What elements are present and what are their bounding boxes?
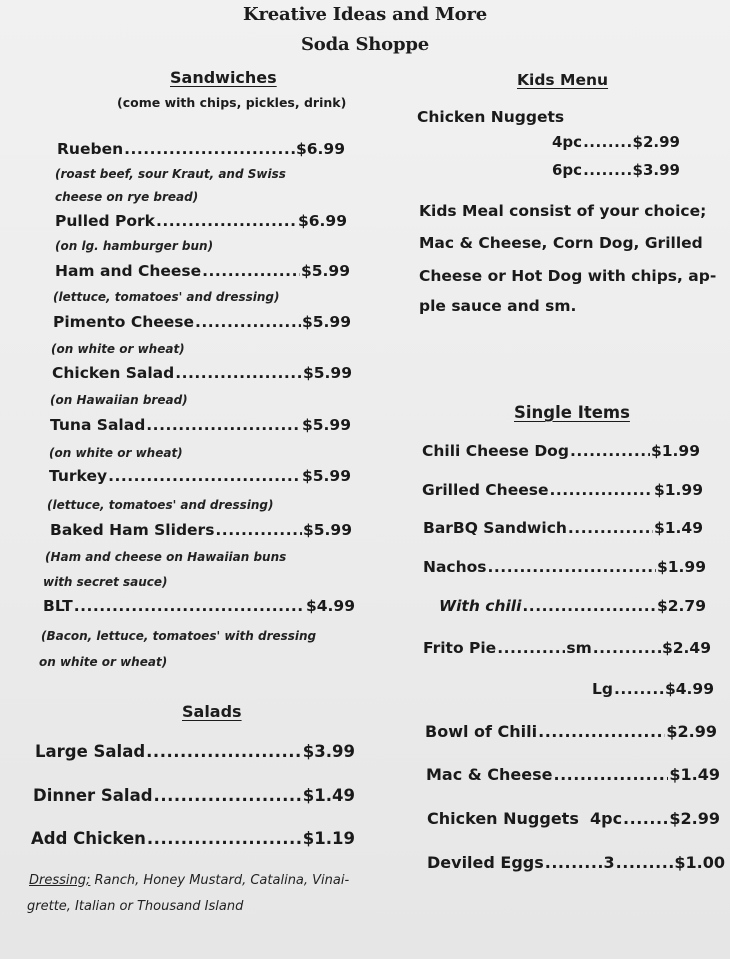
item-name: Ham and Cheese bbox=[55, 262, 202, 280]
leader-dots bbox=[570, 442, 650, 460]
leader-dots bbox=[124, 140, 295, 158]
item-name: Grilled Cheese bbox=[422, 481, 549, 499]
item-price: $1.49 bbox=[653, 519, 703, 537]
item-name: Large Salad bbox=[35, 742, 146, 761]
item-description: (lettuce, tomatoes' and dressing) bbox=[47, 498, 274, 512]
item-name: Baked Ham Sliders bbox=[50, 521, 215, 539]
leader-dots bbox=[614, 680, 664, 698]
dressing-list: Ranch, Honey Mustard, Catalina, Vinai- bbox=[90, 873, 350, 888]
business-name: Kreative Ideas and More bbox=[243, 4, 487, 25]
leader-dots bbox=[147, 829, 302, 848]
item-description: (on Hawaiian bread) bbox=[50, 393, 188, 407]
option-price: $2.99 bbox=[632, 133, 680, 151]
item-price: $1.19 bbox=[302, 829, 355, 848]
item-description: (on white or wheat) bbox=[51, 342, 185, 356]
item-name: Turkey bbox=[49, 467, 108, 485]
menu-item-large-salad bbox=[35, 742, 355, 761]
menu-item-rueben bbox=[57, 140, 345, 158]
menu-item-chicken-salad bbox=[52, 364, 352, 382]
item-description: (Ham and cheese on Hawaiian buns bbox=[45, 550, 287, 564]
item-name: Frito Pie bbox=[423, 639, 497, 657]
menu-item-baked-ham-sliders bbox=[50, 521, 352, 539]
item-name: Pimento Cheese bbox=[53, 313, 194, 331]
leader-dots bbox=[538, 722, 665, 741]
menu-item-ham-and-cheese bbox=[55, 262, 350, 280]
menu-item-blt bbox=[43, 597, 355, 615]
item-description: with secret sauce) bbox=[43, 575, 168, 589]
sandwiches-heading: Sandwiches bbox=[170, 68, 277, 87]
leader-dots bbox=[175, 364, 302, 382]
item-name: Chicken Nuggets 4pc bbox=[427, 809, 623, 828]
kids-meal-text: ple sauce and sm. bbox=[419, 297, 577, 315]
item-price: $6.99 bbox=[295, 140, 345, 158]
option-name: 6pc bbox=[552, 161, 583, 179]
item-name: Dinner Salad bbox=[33, 786, 153, 805]
item-name: Add Chicken bbox=[31, 829, 146, 848]
kids-meal-text: Cheese or Hot Dog with chips, ap- bbox=[419, 267, 717, 285]
item-price: $6.99 bbox=[297, 212, 347, 230]
leader-dots bbox=[568, 519, 653, 537]
item-description: (on lg. hamburger bun) bbox=[55, 239, 214, 253]
item-price: $5.99 bbox=[300, 262, 350, 280]
item-price: $2.99 bbox=[669, 809, 720, 828]
single-items-heading: Single Items bbox=[514, 403, 630, 422]
menu-item-pulled-pork bbox=[55, 212, 347, 230]
menu-item-tuna-salad bbox=[50, 416, 351, 434]
leader-dots bbox=[497, 639, 565, 657]
leader-dots bbox=[154, 786, 302, 805]
item-size: sm bbox=[566, 639, 592, 657]
leader-dots bbox=[215, 521, 302, 539]
menu-item-bowl-of-chili bbox=[425, 722, 717, 741]
leader-dots bbox=[549, 481, 652, 499]
menu-item-grilled-cheese bbox=[422, 481, 703, 499]
leader-dots bbox=[202, 262, 300, 280]
item-description: (on white or wheat) bbox=[49, 446, 183, 460]
item-quantity: 3 bbox=[603, 853, 615, 872]
item-description: cheese on rye bread) bbox=[55, 190, 199, 204]
menu-item-mac-and-cheese bbox=[426, 765, 720, 784]
option-name: 4pc bbox=[552, 133, 583, 151]
leader-dots bbox=[554, 765, 669, 784]
salads-heading: Salads bbox=[182, 702, 242, 721]
leader-dots bbox=[616, 853, 674, 872]
item-name: BLT bbox=[43, 597, 73, 615]
item-name: Deviled Eggs bbox=[427, 853, 544, 872]
item-price: $5.99 bbox=[301, 467, 351, 485]
item-price: $5.99 bbox=[301, 313, 351, 331]
item-name: Rueben bbox=[57, 140, 124, 158]
menu-item-pimento-cheese bbox=[53, 313, 351, 331]
menu-item-nachos-with-chili bbox=[439, 597, 706, 615]
item-name: Bowl of Chili bbox=[425, 722, 538, 741]
menu-item-frito-pie bbox=[423, 639, 711, 657]
item-price: $3.99 bbox=[302, 742, 355, 761]
leader-dots bbox=[195, 313, 301, 331]
menu-item-turkey bbox=[49, 467, 351, 485]
menu-item-barbq-sandwich bbox=[423, 519, 703, 537]
kids-menu-heading: Kids Menu bbox=[517, 71, 609, 89]
item-description: (lettuce, tomatoes' and dressing) bbox=[53, 290, 280, 304]
item-name: BarBQ Sandwich bbox=[423, 519, 567, 537]
item-name: Chicken Salad bbox=[52, 364, 175, 382]
kids-meal-text: Kids Meal consist of your choice; bbox=[419, 202, 707, 220]
item-name: With chili bbox=[439, 597, 522, 615]
menu-item-add-chicken bbox=[31, 829, 355, 848]
item-name: Lg bbox=[592, 680, 613, 698]
item-price: $1.49 bbox=[669, 765, 720, 784]
item-price: $1.99 bbox=[650, 442, 700, 460]
item-name: Pulled Pork bbox=[55, 212, 155, 230]
dressing-options bbox=[29, 873, 349, 888]
item-name: Chili Cheese Dog bbox=[422, 442, 569, 460]
item-price: $2.99 bbox=[666, 722, 717, 741]
leader-dots bbox=[156, 212, 297, 230]
item-description: (roast beef, sour Kraut, and Swiss bbox=[55, 167, 286, 181]
shop-name: Soda Shoppe bbox=[300, 34, 430, 55]
dressing-list-continued: grette, Italian or Thousand Island bbox=[27, 899, 244, 914]
option-price: $3.99 bbox=[632, 161, 680, 179]
leader-dots bbox=[488, 558, 656, 576]
menu-item-chicken-nuggets bbox=[427, 809, 720, 828]
item-description: (Bacon, lettuce, tomatoes' with dressing bbox=[41, 629, 317, 643]
item-price: $5.99 bbox=[302, 521, 352, 539]
kids-option-6pc bbox=[552, 161, 680, 179]
item-description: on white or wheat) bbox=[39, 655, 168, 669]
leader-dots bbox=[583, 161, 631, 179]
item-price: $1.49 bbox=[302, 786, 355, 805]
menu-item-chili-cheese-dog bbox=[422, 442, 700, 460]
leader-dots bbox=[108, 467, 301, 485]
item-name: Mac & Cheese bbox=[426, 765, 553, 784]
item-price: $1.99 bbox=[656, 558, 706, 576]
item-name: Tuna Salad bbox=[50, 416, 146, 434]
menu-item-dinner-salad bbox=[33, 786, 355, 805]
item-price: $4.99 bbox=[305, 597, 355, 615]
menu-item-deviled-eggs bbox=[427, 853, 725, 872]
leader-dots bbox=[74, 597, 305, 615]
item-name: Nachos bbox=[423, 558, 487, 576]
item-price: $5.99 bbox=[302, 364, 352, 382]
leader-dots bbox=[545, 853, 603, 872]
item-price: $1.99 bbox=[653, 481, 703, 499]
item-price: $4.99 bbox=[664, 680, 714, 698]
leader-dots bbox=[522, 597, 656, 615]
item-price: $5.99 bbox=[301, 416, 351, 434]
leader-dots bbox=[623, 809, 668, 828]
item-price: $1.00 bbox=[674, 853, 726, 872]
dressing-label: Dressing; bbox=[29, 873, 91, 888]
item-price: $2.49 bbox=[661, 639, 711, 657]
item-price: $2.79 bbox=[656, 597, 706, 615]
kids-option-4pc bbox=[552, 133, 680, 151]
menu-item-nachos bbox=[423, 558, 706, 576]
kids-nuggets-label: Chicken Nuggets bbox=[417, 108, 565, 126]
leader-dots bbox=[593, 639, 661, 657]
kids-meal-text: Mac & Cheese, Corn Dog, Grilled bbox=[419, 234, 703, 252]
leader-dots bbox=[146, 416, 301, 434]
leader-dots bbox=[146, 742, 302, 761]
menu-item-frito-pie-large bbox=[592, 680, 714, 698]
leader-dots bbox=[583, 133, 631, 151]
sandwiches-subtitle: (come with chips, pickles, drink) bbox=[117, 95, 347, 110]
